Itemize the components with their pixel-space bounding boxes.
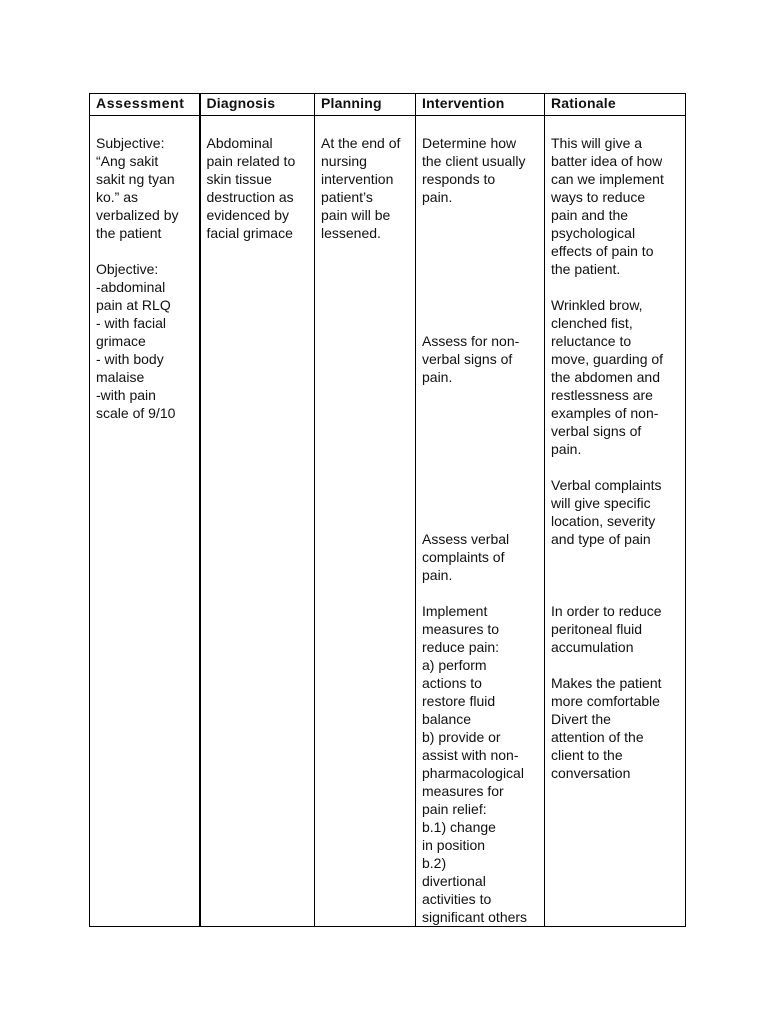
diagnosis-cell: [200, 116, 315, 927]
rationale-item-5: Makes the patient more comfortable Divert the attention of the client to the conversation: [551, 675, 662, 781]
rationale-item-2: Wrinkled brow, clenched fist, reluctance to move, guarding of the abdomen and restlessness are examples of non- verbal signs of pain.: [551, 297, 664, 457]
header-diagnosis: Diagnosis: [200, 94, 315, 116]
nursing-care-plan-table: [89, 93, 686, 927]
planning-cell: [315, 116, 416, 927]
header-row: [90, 94, 686, 116]
header-rationale: Rationale: [545, 94, 686, 116]
intervention-item-1: Determine how the client usually responds to pain.: [422, 135, 526, 205]
objective-text: -abdominal pain at RLQ - with facial grimace - with body malaise -with pain scale of 9/10: [96, 279, 176, 421]
rationale-cell: [545, 116, 686, 927]
subjective-text: “Ang sakit sakit ng tyan ko.” as verbalized by the patient: [96, 153, 179, 241]
header-assessment: Assessment: [90, 94, 200, 116]
care-plan-row: [90, 116, 686, 927]
intervention-cell: [416, 116, 545, 927]
intervention-item-4: Implement measures to reduce pain: a) perform actions to restore fluid balance b) provide or assist with non- pharmacological measures for pain relief: b.1) change in position b.2) divertional activities to significant others: [422, 603, 528, 925]
planning-text: At the end of nursing intervention patient’s pain will be lessened.: [321, 135, 401, 241]
rationale-item-3: Verbal complaints will give specific location, severity and type of pain: [551, 477, 662, 547]
diagnosis-text: Abdominal pain related to skin tissue destruction as evidenced by facial grimace: [206, 135, 296, 241]
rationale-item-4: In order to reduce peritoneal fluid accumulation: [551, 603, 662, 655]
intervention-item-2: Assess for non- verbal signs of pain.: [422, 333, 520, 385]
intervention-item-3: Assess verbal complaints of pain.: [422, 531, 510, 583]
header-planning: Planning: [315, 94, 416, 116]
rationale-item-1: This will give a batter idea of how can we implement ways to reduce pain and the psychological effects of pain to the patient.: [551, 135, 664, 277]
assessment-cell: [90, 116, 200, 927]
objective-label: Objective:: [96, 261, 159, 277]
header-intervention: Intervention: [416, 94, 545, 116]
subjective-label: Subjective:: [96, 135, 165, 151]
